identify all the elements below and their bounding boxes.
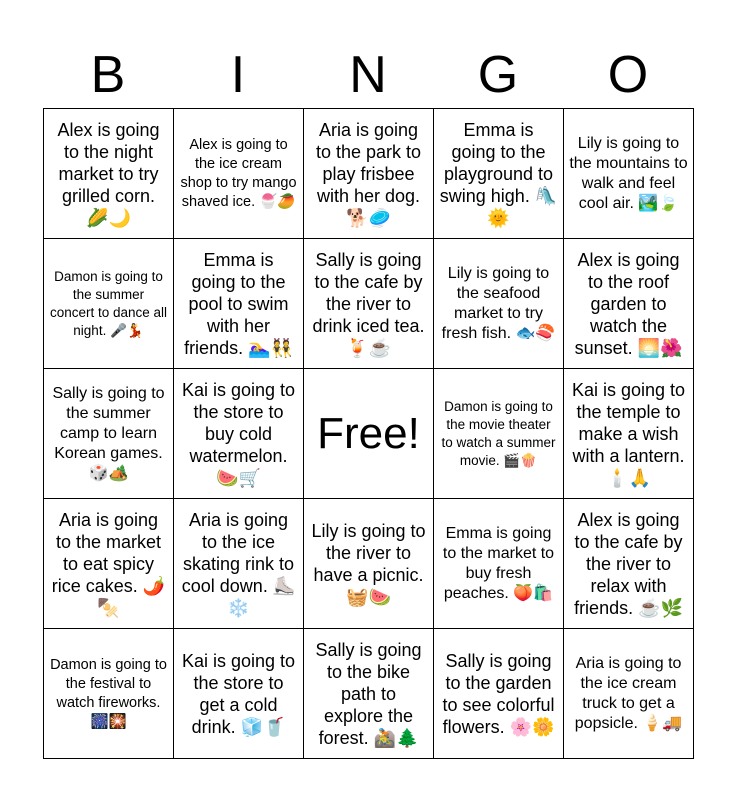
bingo-cell[interactable]: Aria is going to the ice cream truck to get a popsicle. 🍦🚚: [564, 629, 694, 759]
bingo-board: [43, 108, 694, 759]
bingo-cell[interactable]: Aria is going to the park to play frisbee with her dog. 🐕🥏: [304, 109, 434, 239]
bingo-cell[interactable]: Alex is going to the ice cream shop to try mango shaved ice. 🍧🥭: [174, 109, 304, 239]
board-row: [44, 369, 694, 499]
bingo-cell[interactable]: Emma is going to the pool to swim with her friends. 🏊‍♀️👯: [174, 239, 304, 369]
bingo-cell[interactable]: Aria is going to the market to eat spicy rice cakes. 🌶️🍢: [44, 499, 174, 629]
bingo-cell[interactable]: Lily is going to the seafood market to try fresh fish. 🐟🍣: [434, 239, 564, 369]
bingo-cell[interactable]: Kai is going to the temple to make a wish with a lantern. 🕯️🙏: [564, 369, 694, 499]
header-letter-o: O: [607, 46, 649, 104]
bingo-cell[interactable]: Alex is going to the cafe by the river to relax with friends. ☕🌿: [564, 499, 694, 629]
bingo-cell[interactable]: Lily is going to the river to have a picnic. 🧺🍉: [304, 499, 434, 629]
bingo-cell[interactable]: Damon is going to the movie theater to watch a summer movie. 🎬🍿: [434, 369, 564, 499]
bingo-cell[interactable]: Sally is going to the garden to see colorful flowers. 🌸🌼: [434, 629, 564, 759]
header-letter-i: I: [230, 46, 246, 104]
bingo-cell[interactable]: Sally is going to the summer camp to learn Korean games. 🎲🏕️: [44, 369, 174, 499]
bingo-cell[interactable]: Aria is going to the ice skating rink to cool down. ⛸️❄️: [174, 499, 304, 629]
bingo-cell[interactable]: Kai is going to the store to buy cold watermelon. 🍉🛒: [174, 369, 304, 499]
bingo-cell[interactable]: Sally is going to the cafe by the river to drink iced tea. 🍹☕: [304, 239, 434, 369]
free-space[interactable]: Free!: [304, 369, 434, 499]
bingo-cell[interactable]: Emma is going to the playground to swing high. 🛝🌞: [434, 109, 564, 239]
board-row: [44, 629, 694, 759]
board-row: [44, 499, 694, 629]
bingo-cell[interactable]: Alex is going to the roof garden to watch the sunset. 🌅🌺: [564, 239, 694, 369]
bingo-cell[interactable]: Alex is going to the night market to try grilled corn. 🌽🌙: [44, 109, 174, 239]
bingo-cell[interactable]: Sally is going to the bike path to explore the forest. 🚵🌲: [304, 629, 434, 759]
bingo-header: [43, 40, 693, 110]
bingo-cell[interactable]: Lily is going to the mountains to walk and feel cool air. 🏞️🍃: [564, 109, 694, 239]
header-letter-g: G: [477, 46, 519, 104]
bingo-cell[interactable]: Emma is going to the market to buy fresh peaches. 🍑🛍️: [434, 499, 564, 629]
header-letter-b: B: [90, 46, 126, 104]
bingo-cell[interactable]: Kai is going to the store to get a cold drink. 🧊🥤: [174, 629, 304, 759]
board-row: [44, 239, 694, 369]
bingo-cell[interactable]: Damon is going to the summer concert to dance all night. 🎤💃: [44, 239, 174, 369]
board-row: [44, 109, 694, 239]
bingo-cell[interactable]: Damon is going to the festival to watch fireworks. 🎆🎇: [44, 629, 174, 759]
header-letter-n: N: [349, 46, 387, 104]
